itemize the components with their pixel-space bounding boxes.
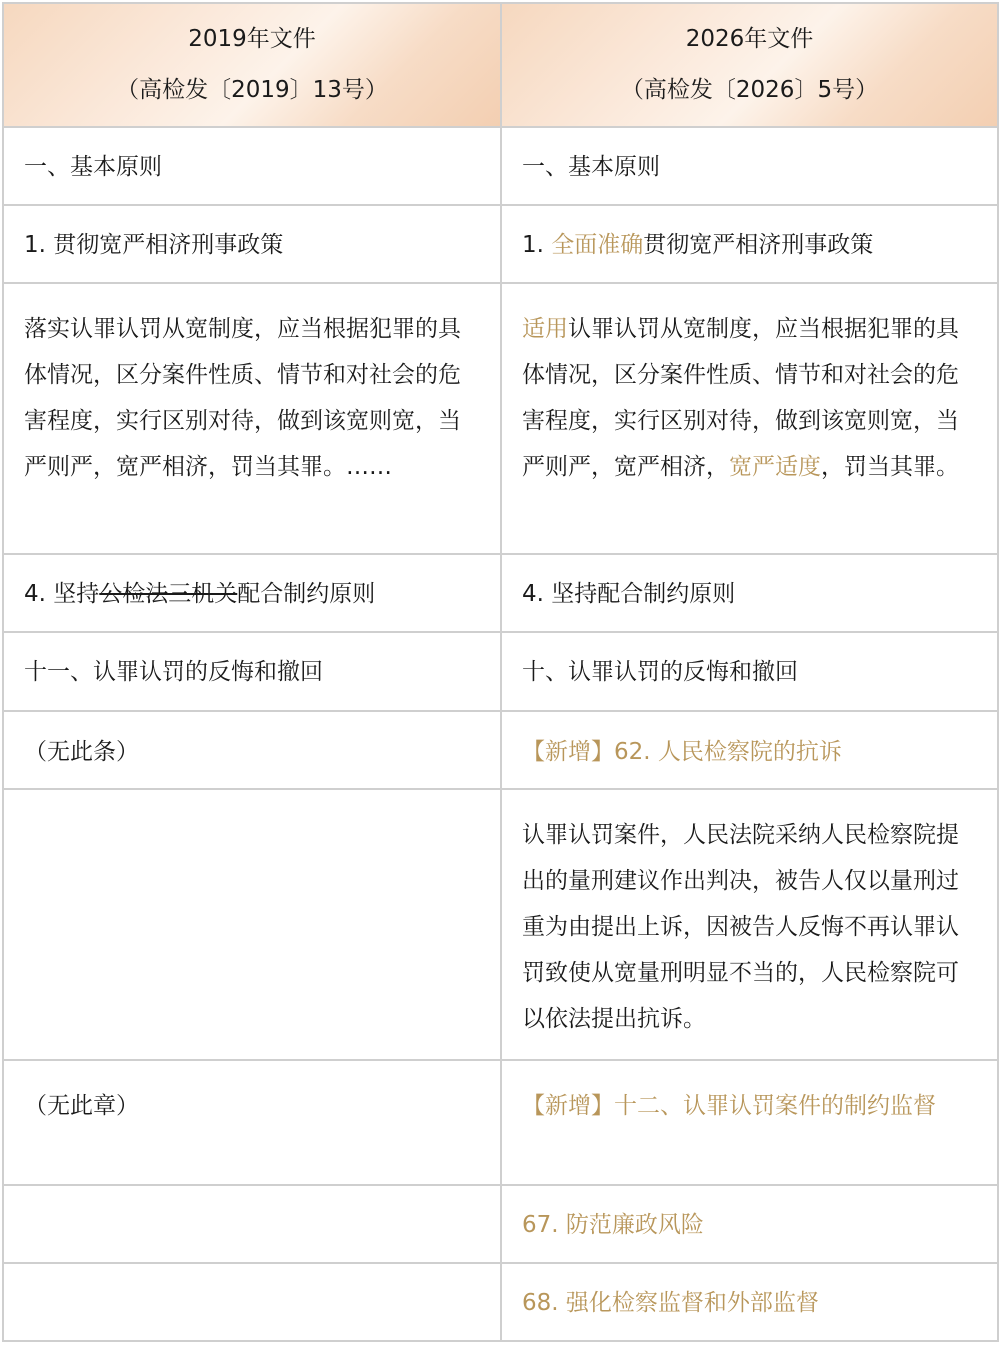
cell-2019	[3, 1185, 501, 1263]
cell-2026	[501, 205, 998, 283]
added-text: 适用	[522, 316, 568, 342]
cell-2019: （无此条）	[3, 711, 501, 789]
added-text: 宽严适度	[729, 454, 821, 480]
header-2026-doc-number: （高检发〔2026〕5号）	[620, 77, 879, 103]
cell-2026: 十、认罪认罚的反悔和撤回	[501, 632, 998, 711]
cell-2019: 1. 贯彻宽严相济刑事政策	[3, 205, 501, 283]
cell-2026: 一、基本原则	[501, 127, 998, 205]
text: 1.	[522, 232, 552, 258]
table-row	[3, 205, 998, 283]
header-2026-title: 2026年文件	[685, 26, 814, 52]
table-row	[3, 711, 998, 789]
header-2019	[3, 3, 501, 127]
table-row	[3, 632, 998, 711]
table-row	[3, 283, 998, 554]
cell-2026: 68. 强化检察监督和外部监督	[501, 1263, 998, 1341]
cell-2019: （无此章）	[3, 1060, 501, 1185]
table-row	[3, 1185, 998, 1263]
cell-2026: 【新增】62. 人民检察院的抗诉	[501, 711, 998, 789]
added-text: 全面准确	[551, 232, 644, 258]
table-row	[3, 1263, 998, 1341]
text: 贯彻宽严相济刑事政策	[643, 232, 874, 258]
table-row	[3, 127, 998, 205]
deleted-text: 公检法三机关	[99, 581, 238, 607]
cell-2019: 落实认罪认罚从宽制度，应当根据犯罪的具体情况，区分案件性质、情节和对社会的危害程度，实行区别对待，做到该宽则宽，当严则严，宽严相济，罚当其罪。……	[3, 283, 501, 554]
text: 认罪认罚从宽制度，应当根据犯罪的具体情况，区分案件性质、情节和对社会的危害程度，实行区别对待，做到该宽则宽，当严则严，宽严相济，	[522, 316, 959, 480]
cell-2019: 一、基本原则	[3, 127, 501, 205]
comparison-table	[2, 2, 999, 1342]
cell-2019	[3, 789, 501, 1060]
text: 配合制约原则	[237, 581, 376, 607]
cell-2026	[501, 283, 998, 554]
table-header-row	[3, 3, 998, 127]
header-2019-title: 2019年文件	[188, 26, 316, 52]
header-2019-doc-number: （高检发〔2019〕13号）	[116, 77, 388, 103]
table-row	[3, 1060, 998, 1185]
cell-2026: 认罪认罚案件，人民法院采纳人民检察院提出的量刑建议作出判决，被告人仅以量刑过重为由提出上诉，因被告人反悔不再认罪认罚致使从宽量刑明显不当的，人民检察院可以依法提出抗诉。	[501, 789, 998, 1060]
table-row	[3, 789, 998, 1060]
cell-2026: 4. 坚持配合制约原则	[501, 554, 998, 632]
cell-2026: 【新增】十二、认罪认罚案件的制约监督	[501, 1060, 998, 1185]
cell-2019	[3, 1263, 501, 1341]
cell-2026: 67. 防范廉政风险	[501, 1185, 998, 1263]
header-2026	[501, 3, 998, 127]
table-row	[3, 554, 998, 632]
text: 4. 坚持	[24, 581, 100, 607]
cell-2019	[3, 554, 501, 632]
cell-2019: 十一、认罪认罚的反悔和撤回	[3, 632, 501, 711]
text: ，罚当其罪。	[821, 454, 959, 480]
